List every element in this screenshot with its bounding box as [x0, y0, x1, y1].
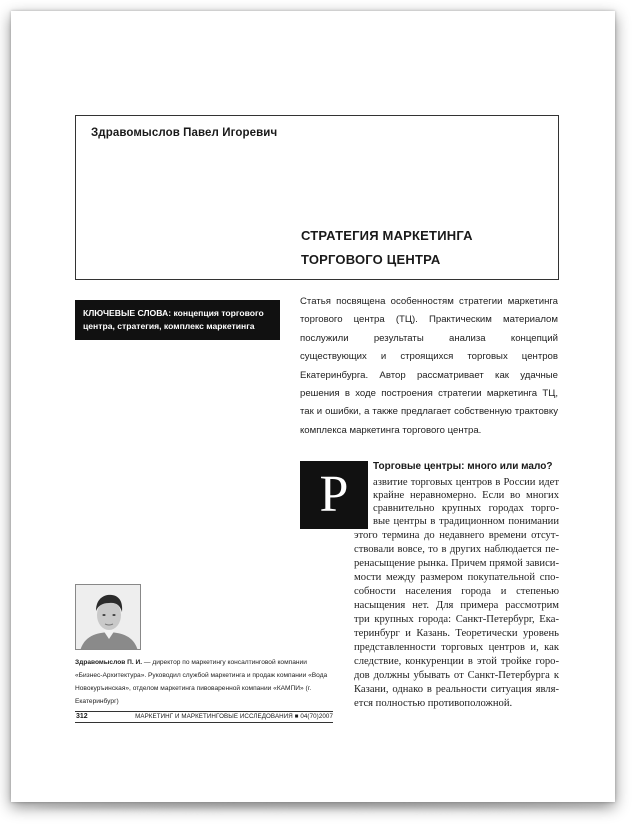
body-line: азвитие торговых центров в России идет — [373, 477, 559, 488]
bio-name: Здравомыслов П. И. — [75, 659, 143, 666]
body-line: Казани, однако в реальности ситуация явля- — [354, 684, 559, 695]
article-title: СТРАТЕГИЯ МАРКЕТИНГА ТОРГОВОГО ЦЕНТРА — [301, 228, 473, 267]
body-line: ренасыщение рынка. Причем прямой зависи- — [354, 558, 559, 569]
body-line: мости между размером покупательной спо- — [354, 572, 559, 583]
body-line: этого термина до недавнего времени отсут- — [354, 530, 559, 541]
body-line: дов должны убывать от Санкт-Петербурга к — [354, 670, 559, 681]
body-line: насыщения нет. Для примера рассмотрим — [354, 600, 559, 611]
body-line: вые центры в традиционном понимании — [373, 516, 559, 527]
body-line: ется полностью противоположной. — [354, 698, 513, 709]
journal-name: МАРКЕТИНГ И МАРКЕТИНГОВЫЕ ИССЛЕДОВАНИЯ ■ 04(70)2007 — [135, 713, 333, 720]
article-header — [75, 115, 559, 280]
bio-text: — директор по маркетингу консалтинговой компании «Бизнес-Архитектура». Руководил службой маркетинга и продаж компании «Вода Новокуръинская», отделом маркетинга пивоваренной компании «КАМПИ» (г. Екатеринбург) — [75, 659, 328, 705]
body-line: три крупных города: Санкт-Петербург, Ека- — [354, 614, 559, 625]
page-number: 312 — [76, 713, 88, 720]
footer-divider — [75, 711, 333, 712]
section-heading: Торговые центры: много или мало? — [373, 461, 553, 472]
abstract: Статья посвящена особенностям стратегии маркетинга торгового центра (ТЦ). Практическим материалом послужили результаты анализа концепций существующих и строящихся торговых центров Екатеринбурга. Автор рассматривает как удачные решения в ходе построения стратегии маркетинга ТЦ, так и ошибки, а также предлагает собственную трактовку комплекса маркетинга торгового центра. — [300, 296, 558, 436]
page-shadow — [34, 803, 604, 811]
body-line: теринбург и Казань. Теоретически уровень — [354, 628, 559, 639]
body-line: ствовали вовсе, то в других наблюдается пе- — [354, 544, 559, 555]
body-line: крайне неравномерно. Если во многих — [373, 490, 559, 501]
body-line: собности населения города и степенью — [354, 586, 559, 597]
drop-cap: Р — [300, 461, 368, 529]
footer-divider-bottom — [75, 722, 333, 723]
body-line: сравнительно крупных городах торго- — [373, 503, 559, 514]
keywords-box: КЛЮЧЕВЫЕ СЛОВА: концепция торгового центра, стратегия, комплекс маркетинга — [75, 300, 280, 340]
author-bio — [75, 656, 333, 708]
author-photo — [75, 584, 141, 650]
author-name: Здравомыслов Павел Игоревич — [91, 127, 278, 139]
body-line: представленности торговых центров и, как — [354, 642, 559, 653]
body-line: следствие, конкуренции в этой тройке горо- — [354, 656, 559, 667]
